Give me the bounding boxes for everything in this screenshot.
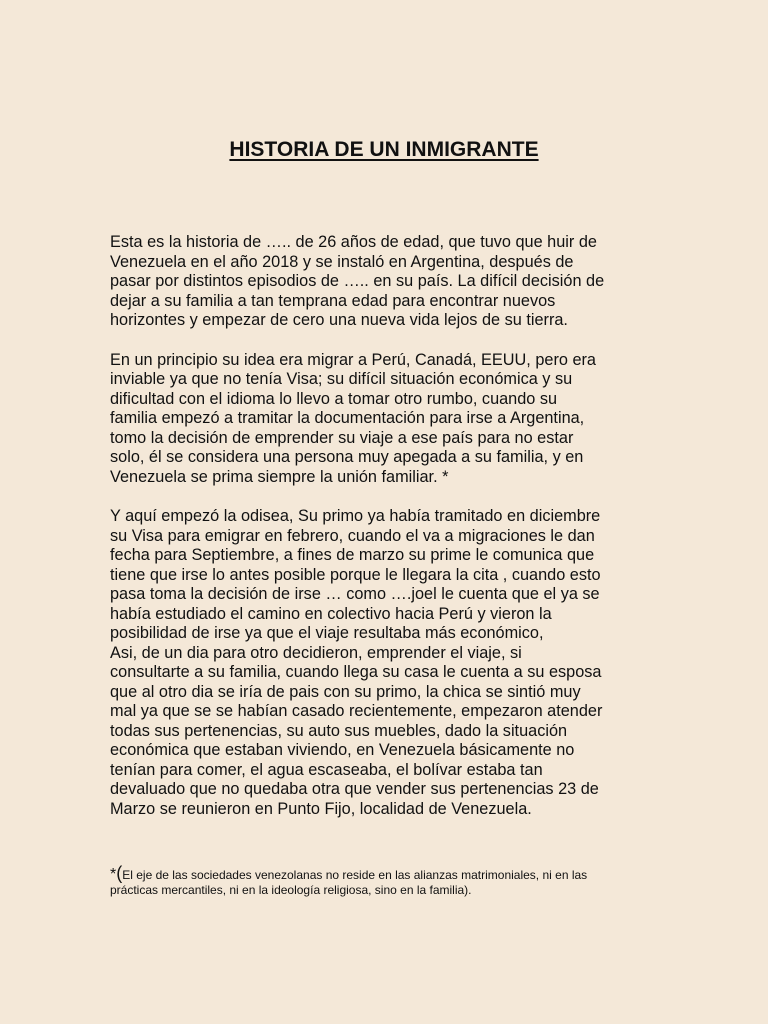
paragraph-line: Venezuela en el año 2018 y se instaló en Argentina, después de — [110, 252, 574, 271]
paragraph-line: fecha para Septiembre, a fines de marzo su prime le comunica que — [110, 546, 595, 564]
paragraph-1 — [110, 233, 670, 331]
paragraph-line: pasa toma la decisión de irse … como ….joel le cuenta que el ya se — [110, 585, 600, 603]
footnote — [110, 863, 670, 898]
paragraph-line: familia empezó a tramitar la documentación para irse a Argentina, — [110, 409, 585, 427]
paragraph-line: inviable ya que no tenía Visa; su difícil situación económica y su — [110, 370, 573, 388]
document-body — [110, 233, 670, 839]
paragraph-line: Esta es la historia de ….. de 26 años de edad, que tuvo que huir de — [110, 233, 597, 251]
paragraph-2 — [110, 351, 670, 488]
paragraph-3 — [110, 507, 670, 819]
paragraph-line: tenían para comer, el agua escaseaba, el bolívar estaba tan — [110, 760, 543, 779]
paragraph-line: Asi, de un dia para otro decidieron, emprender el viaje, si — [110, 643, 522, 662]
paragraph-line: todas sus pertenencias, su auto sus muebles, dado la situación — [110, 721, 568, 740]
paragraph-line: En un principio su idea era migrar a Perú, Canadá, EEUU, pero era — [110, 350, 596, 369]
paragraph-line: Y aquí empezó la odisea, Su primo ya había tramitado en diciembre — [110, 507, 601, 525]
paragraph-line: tomo la decisión de emprender su viaje a ese país para no estar — [110, 428, 574, 447]
paragraph-line: económica que estaban viviendo, en Venezuela básicamente no — [110, 741, 575, 759]
paragraph-line: posibilidad de irse ya que el viaje resultaba más económico, — [110, 624, 544, 642]
paragraph-line: consultarte a su familia, cuando llega su casa le cuenta a su esposa — [110, 663, 602, 681]
footnote-paren: ( — [116, 863, 123, 883]
paragraph-line: dejar a su familia a tan temprana edad para encontrar nuevos — [110, 291, 556, 310]
paragraph-line: devaluado que no quedaba otra que vender sus pertenencias 23 de — [110, 780, 599, 798]
paragraph-line: solo, él se considera una persona muy apegada a su familia, y en — [110, 448, 584, 466]
paragraph-line: que al otro dia se iría de pais con su primo, la chica se sintió muy — [110, 682, 581, 701]
paragraph-line: su Visa para emigrar en febrero, cuando el va a migraciones le dan — [110, 526, 595, 545]
paragraph-line: Marzo se reunieron en Punto Fijo, localidad de Venezuela. — [110, 799, 532, 818]
paragraph-line: pasar por distintos episodios de ….. en su país. La difícil decisión de — [110, 272, 605, 290]
paragraph-line: tiene que irse lo antes posible porque le llegara la cita , cuando esto — [110, 565, 601, 584]
paragraph-line: horizontes y empezar de cero una nueva vida lejos de su tierra. — [110, 311, 568, 329]
page-title: HISTORIA DE UN INMIGRANTE — [229, 138, 539, 161]
paragraph-line: Venezuela se prima siempre la unión familiar. * — [110, 467, 449, 486]
paragraph-line: dificultad con el idioma lo llevo a tomar otro rumbo, cuando su — [110, 389, 558, 408]
paragraph-line: había estudiado el camino en colectivo hacia Perú y vieron la — [110, 604, 552, 623]
footnote-line-1: El eje de las sociedades venezolanas no reside en las alianzas matrimoniales, ni en las — [122, 868, 588, 882]
paragraph-line: mal ya que se se habían casado recientemente, empezaron atender — [110, 702, 603, 720]
footnote-mark: * — [110, 866, 117, 883]
footnote-line-2: prácticas mercantiles, ni en la ideología religiosa, sino en la familia). — [110, 883, 472, 897]
